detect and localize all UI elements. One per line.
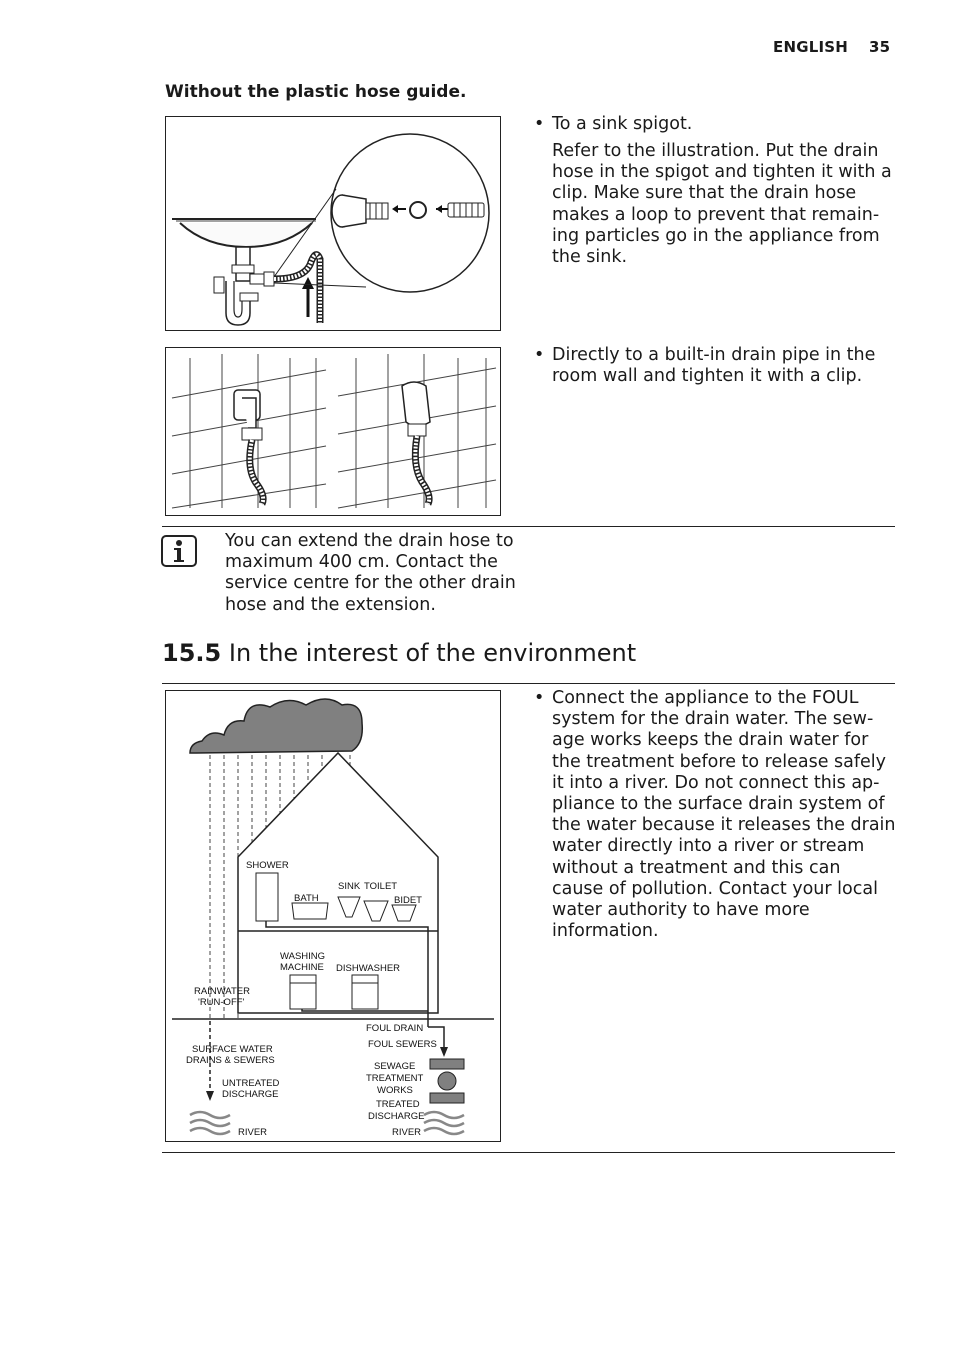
item2-bullet: • <box>534 345 545 365</box>
item2-text: Directly to a built-in drain pipe in the room wall and tighten it with a clip. <box>552 345 876 387</box>
label-shower: SHOWER <box>246 860 289 871</box>
section-bottom-rule <box>162 1152 895 1153</box>
item1-text: Refer to the illustration. Put the drain hose in the spigot and tighten it with a clip. Make sure that the drain hose makes a loop to prevent that remain-ing particles go in the appliance from the sink. <box>552 141 892 268</box>
note-top-rule <box>162 526 895 527</box>
label-foul-sewers: FOUL SEWERS <box>368 1039 437 1050</box>
label-treatment: TREATMENT <box>366 1073 424 1084</box>
info-icon <box>161 535 197 567</box>
section-text: Connect the appliance to the FOUL system for the drain water. The sew-age works keeps the drain water for the treatment before to release safely it into a river. Do not connect this ap-pliance to the surface drain system of the water because it releases the drain water directly into a river or stream without a treatment and this can cause of pollution. Contact your local water authority to have more information. <box>552 688 896 942</box>
section-number: 15.5 <box>162 639 222 667</box>
header-language: ENGLISH <box>773 38 849 56</box>
label-treated-discharge: DISCHARGE <box>368 1111 425 1122</box>
label-river-right: RIVER <box>392 1127 422 1138</box>
label-washing-1: WASHING <box>280 951 326 962</box>
label-surface-water: SURFACE WATER <box>192 1044 273 1055</box>
item1-bullet: • <box>534 114 545 134</box>
label-river-left: RIVER <box>238 1127 268 1138</box>
label-sink: SINK <box>338 881 361 892</box>
label-bath: BATH <box>294 893 319 904</box>
section-top-rule <box>162 683 895 684</box>
section-title: In the interest of the environment <box>228 639 637 667</box>
label-untreated: UNTREATED <box>222 1078 280 1089</box>
label-run-off: 'RUN-OFF' <box>198 997 245 1008</box>
label-sewage: SEWAGE <box>374 1061 416 1072</box>
label-bidet: BIDET <box>394 895 422 906</box>
label-washing-2: MACHINE <box>280 962 324 973</box>
sink-spigot-illustration <box>165 116 501 331</box>
note-text: You can extend the drain hose to maximum 400 cm. Contact the service centre for the other drain hose and the extension. <box>225 531 516 615</box>
label-toilet: TOILET <box>364 881 398 892</box>
label-works: WORKS <box>377 1085 413 1096</box>
subheading: Without the plastic hose guide. <box>165 82 467 102</box>
item1-title: To a sink spigot. <box>552 114 693 134</box>
label-treated: TREATED <box>376 1099 420 1110</box>
page-number: 35 <box>869 38 891 56</box>
environment-diagram <box>165 690 501 1142</box>
label-dishwasher: DISHWASHER <box>336 963 401 974</box>
label-untreated-discharge: DISCHARGE <box>222 1089 279 1100</box>
label-rainwater: RAINWATER <box>194 986 250 997</box>
section-heading <box>162 639 636 667</box>
section-bullet: • <box>534 688 545 708</box>
label-foul-drain: FOUL DRAIN <box>366 1023 424 1034</box>
label-drains-sewers: DRAINS & SEWERS <box>186 1055 275 1066</box>
wall-drain-illustration <box>165 347 501 516</box>
